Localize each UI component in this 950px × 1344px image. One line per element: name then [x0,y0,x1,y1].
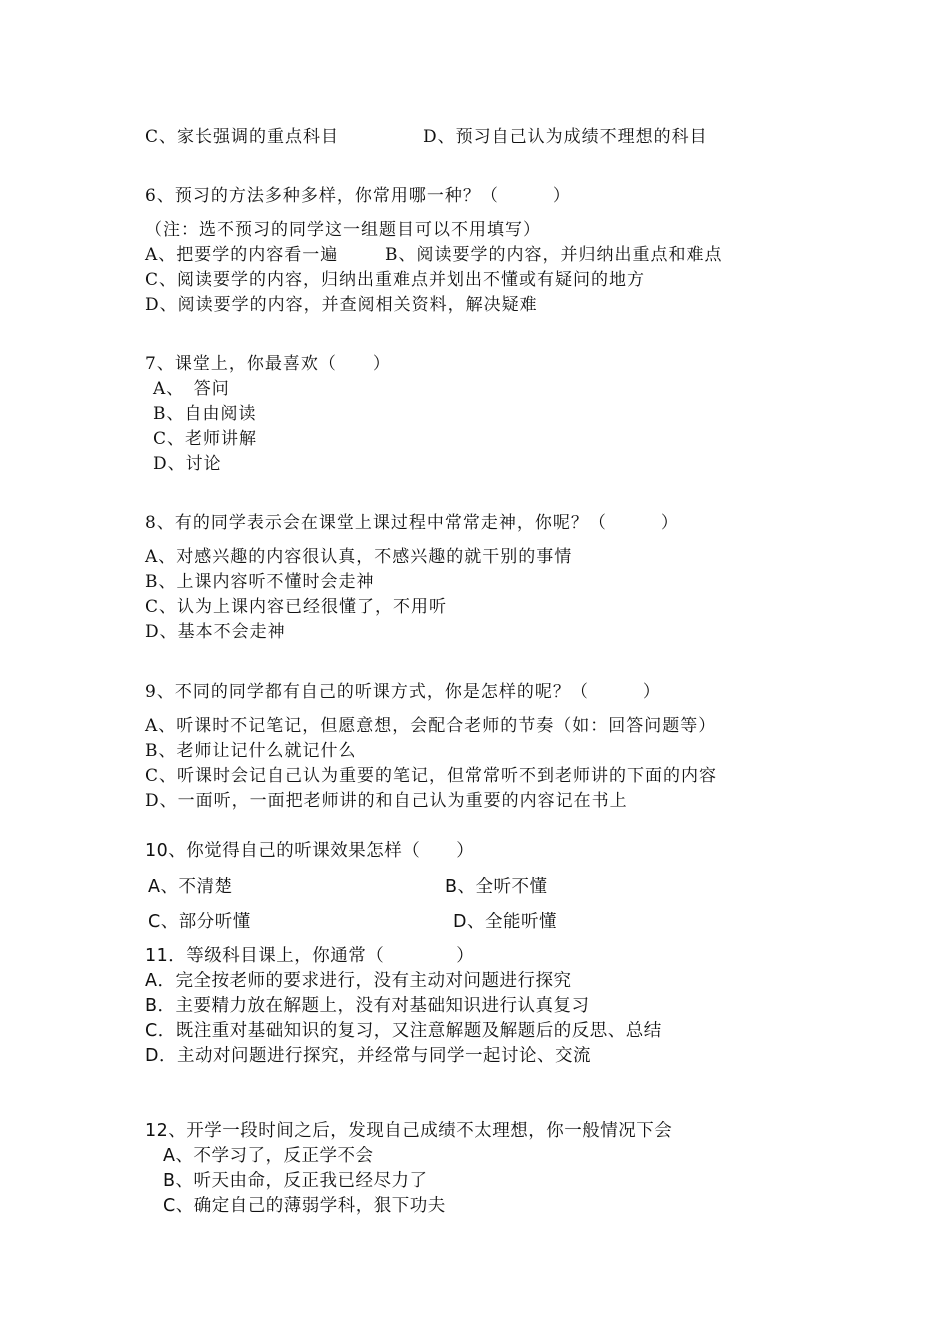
q9-option-d: D、一面听，一面把老师讲的和自己认为重要的内容记在书上 [145,791,628,811]
q11-option-a: A．完全按老师的要求进行，没有主动对问题进行探究 [145,971,572,991]
q5-option-d: D、预习自己认为成绩不理想的科目 [423,127,708,147]
q12-option-b: B、听天由命，反正我已经尽力了 [163,1171,428,1191]
q5-option-c: C、家长强调的重点科目 [145,127,340,147]
q11-question: 11．等级科目课上，你通常（ ） [145,946,475,966]
q7-option-c: C、老师讲解 [153,429,258,449]
q8-option-c: C、认为上课内容已经很懂了，不用听 [145,597,448,617]
q8-option-a: A、对感兴趣的内容很认真，不感兴趣的就干别的事情 [145,547,573,567]
q6-question: 6、预习的方法多种多样，你常用哪一种？（ ） [145,186,571,206]
q6-option-a: A、把要学的内容看一遍 [145,245,339,265]
q9-option-a: A、听课时不记笔记，但愿意想，会配合老师的节奏（如：回答问题等） [145,716,717,736]
q11-option-b: B．主要精力放在解题上，没有对基础知识进行认真复习 [145,996,590,1016]
q8-question: 8、有的同学表示会在课堂上课过程中常常走神，你呢？（ ） [145,513,679,533]
q10-question: 10、你觉得自己的听课效果怎样（ ） [145,841,475,861]
q9-option-c: C、听课时会记自己认为重要的笔记，但常常听不到老师讲的下面的内容 [145,766,718,786]
q9-option-b: B、老师让记什么就记什么 [145,741,357,761]
q11-option-d: D．主动对问题进行探究，并经常与同学一起讨论、交流 [145,1046,591,1066]
q10-option-d: D、全能听懂 [453,912,557,932]
q10-option-a: A、不清楚 [148,877,233,897]
q9-question: 9、不同的同学都有自己的听课方式，你是怎样的呢？（ ） [145,682,661,702]
q6-option-b: B、阅读要学的内容，并归纳出重点和难点 [385,245,723,265]
q11-option-c: C．既注重对基础知识的复习，又注意解题及解题后的反思、总结 [145,1021,662,1041]
q12-option-a: A、不学习了，反正学不会 [163,1146,374,1166]
q8-option-d: D、基本不会走神 [145,622,286,642]
q7-option-a: A、 答问 [153,379,230,399]
q6-note: （注：选不预习的同学这一组题目可以不用填写） [145,220,541,240]
q8-option-b: B、上课内容听不懂时会走神 [145,572,375,592]
q12-question: 12、开学一段时间之后，发现自己成绩不太理想，你一般情况下会 [145,1121,673,1141]
q7-question: 7、课堂上，你最喜欢（ ） [145,354,391,374]
q10-option-c: C、部分听懂 [148,912,251,932]
q7-option-d: D、讨论 [153,454,222,474]
q10-option-b: B、全听不懂 [445,877,548,897]
q12-option-c: C、确定自己的薄弱学科，狠下功夫 [163,1196,446,1216]
q6-option-c: C、阅读要学的内容，归纳出重难点并划出不懂或有疑问的地方 [145,270,646,290]
q7-option-b: B、自由阅读 [153,404,257,424]
q6-option-d: D、阅读要学的内容，并查阅相关资料，解决疑难 [145,295,538,315]
